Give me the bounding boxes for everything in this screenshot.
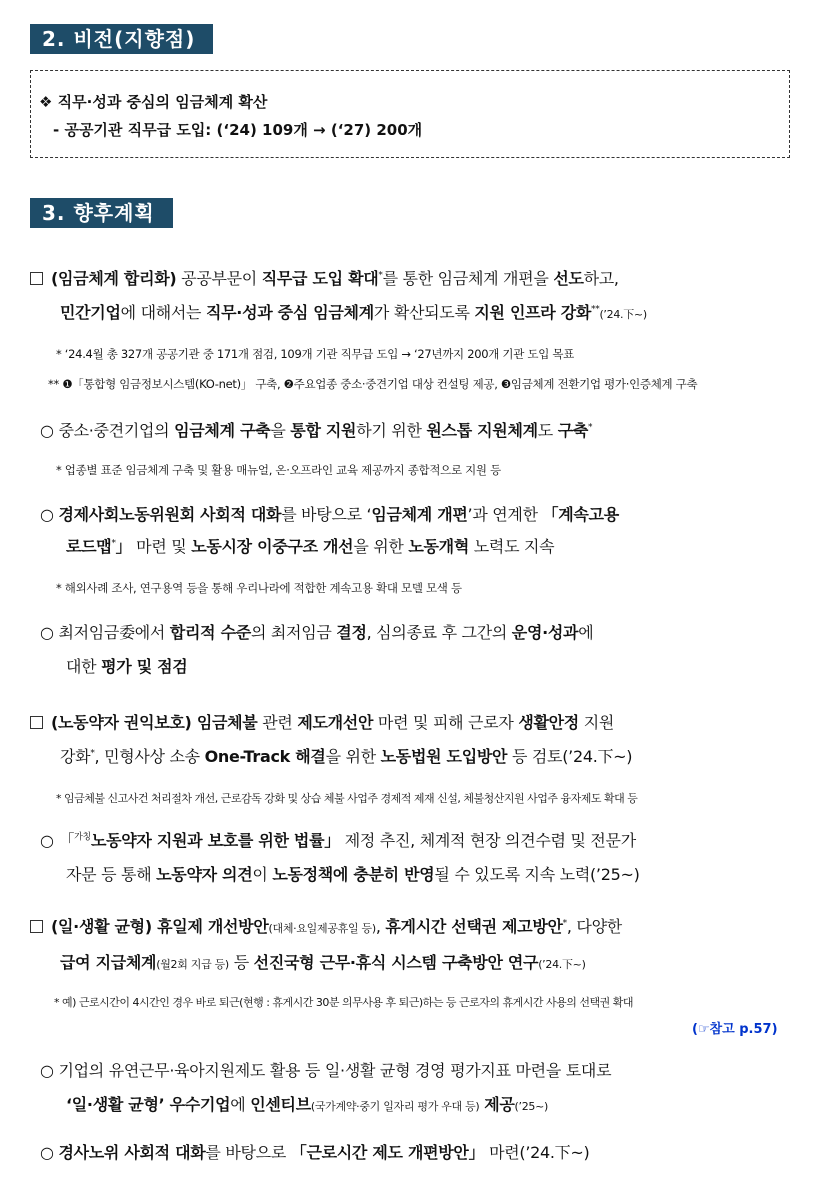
text-bold: 급여 지급체계 [60, 953, 157, 972]
text: 의 최저임금 [250, 623, 337, 642]
block1-line2 [60, 300, 647, 323]
text: 에 [578, 623, 594, 642]
text: 를 통한 임금체계 개편을 [382, 269, 554, 288]
superscript-text: 가칭 [74, 832, 91, 843]
section-2-title: 2. 비전(지향점) [42, 27, 196, 51]
block2-note-1: * 임금체불 신고사건 처리절차 개선, 근로감독 강화 및 상습 체불 사업주 경제적 제재 신설, 체불청산지원 사업주 융자제도 확대 등 [56, 792, 638, 805]
text-small: (’24.下~) [538, 958, 586, 971]
text: 대한 [66, 657, 102, 676]
text: 하기 위한 [356, 421, 427, 440]
text-bold: 평가 및 점검 [101, 657, 188, 676]
text: ○ 「 [40, 831, 75, 850]
text-bold: 통합 지원 [290, 421, 357, 440]
text-small: (’25~) [514, 1100, 548, 1113]
block2-topic: (노동약자 권익보호) [51, 713, 192, 732]
reference-link-text[interactable]: (☞참고 p.57) [692, 1022, 778, 1037]
text: ’과 연계한 [467, 505, 543, 524]
text: 을 위한 [325, 747, 381, 766]
block3-sub-1-line2 [66, 1092, 548, 1115]
text-bold: 「계속고용 [542, 505, 619, 524]
footnote-mark: * [562, 918, 567, 929]
vision-box [30, 70, 790, 158]
block1-sub-2-line2 [66, 534, 554, 557]
text: 이 [252, 865, 273, 884]
vision-line-1: ❖ 직무·성과 중심의 임금체계 확산 [39, 93, 268, 111]
block3-sub-1-line1: ○ 기업의 유연근무·육아지원제도 활용 등 일·생활 균형 경영 평가지표 마련을 토대로 [40, 1061, 612, 1080]
text-small: (대체·요일제공휴일 등) [268, 922, 376, 935]
block1-line1 [30, 266, 619, 289]
block2-line1 [30, 710, 614, 733]
text: , 민형사상 소송 [94, 747, 205, 766]
checkbox-icon [30, 716, 43, 729]
text: 지원 [578, 713, 615, 732]
block2-sub-1-line1 [40, 828, 636, 851]
text-bold: 민간기업 [60, 303, 121, 322]
text: 에 [230, 1095, 251, 1114]
block1-sub-3-line2 [66, 654, 187, 677]
block1-sub-1 [40, 418, 592, 441]
text-bold: 합리적 수준 [169, 623, 251, 642]
text-bold: 제공 [484, 1095, 515, 1114]
text: , 다양한 [566, 917, 622, 936]
block1-sub-3-line1 [40, 620, 593, 643]
block3-line2 [60, 950, 586, 973]
text-bold: 노동약자 지원과 보호를 위한 법률」 [90, 831, 340, 850]
text-bold: 운영·성과 [511, 623, 579, 642]
text: ○ [40, 1143, 59, 1162]
text-bold: 제도개선안 [297, 713, 374, 732]
text: 을 위한 [353, 537, 409, 556]
text: 될 수 있도록 지속 노력(’25~) [434, 865, 640, 884]
section-3-title: 3. 향후계획 [42, 201, 155, 225]
text: 관련 [257, 713, 298, 732]
text: , [375, 917, 386, 936]
vision-line-2: - 공공기관 직무급 도입: (‘24) 109개 → (‘27) 200개 [53, 121, 423, 139]
text: 등 검토(’24.下~) [507, 747, 633, 766]
text: ○ 중소·중견기업의 [40, 421, 175, 440]
footnote-mark: ** [591, 304, 600, 315]
reference-link[interactable] [692, 1018, 778, 1037]
text: ○ 최저임금委에서 [40, 623, 170, 642]
text-bold: 」 [115, 537, 132, 556]
text: 마련(’24.下~) [484, 1143, 590, 1162]
text-bold: 경사노위 사회적 대화 [58, 1143, 206, 1162]
footnote-mark: * [111, 538, 116, 549]
section-2-header [30, 24, 213, 54]
block1-note-4: * 해외사례 조사, 연구용역 등을 통해 우리나라에 적합한 계속고용 확대 모델 모색 등 [56, 581, 462, 595]
text-bold: 결정 [336, 623, 367, 642]
text-bold: 노동시장 이중구조 개선 [191, 537, 354, 556]
text: 에 대해서는 [120, 303, 206, 322]
section-3-header [30, 198, 173, 228]
block3-note-1: * 예) 근로시간이 4시간인 경우 바로 퇴근(현행 : 휴게시간 30분 의무사용 후 퇴근)하는 등 근로자의 휴게시간 사용의 선택권 확대 [54, 996, 634, 1009]
text: 마련 및 [131, 537, 192, 556]
block1-topic: (임금체계 합리화) [51, 269, 177, 288]
block2-sub-1-line2 [66, 862, 640, 885]
block3-sub-2 [40, 1140, 589, 1163]
footnote-mark: * [588, 422, 593, 433]
text: 가 확산되도록 [373, 303, 475, 322]
text-bold: 경제사회노동위원회 사회적 대화 [58, 505, 282, 524]
text-bold: 임금체불 [191, 713, 258, 732]
text: 등 [228, 953, 254, 972]
text: 를 바탕으로 ‘ [281, 505, 372, 524]
block1-note-2: ** ❶「통합형 임금정보시스템(KO-net)」 구축, ❷주요업종 중소·중견기업 대상 컨설팅 제공, ❸임금체계 전환기업 평가·인증체계 구축 [48, 377, 698, 391]
text: 공공부문이 [176, 269, 262, 288]
text-bold: 직무·성과 중심 임금체계 [205, 303, 374, 322]
block3-topic: (일·생활 균형) [51, 917, 152, 936]
text-bold: 인센티브 [250, 1095, 311, 1114]
text-bold: 직무급 도입 확대 [261, 269, 379, 288]
text-date: (’24.下~) [599, 308, 647, 321]
text-bold: 구축 [557, 421, 589, 440]
text-small: (국가계약·중기 일자리 평가 우대 등) [310, 1100, 480, 1113]
text: , 심의종료 후 그간의 [366, 623, 512, 642]
text-bold: ‘일·생활 균형’ 우수기업 [66, 1095, 231, 1114]
text-bold: 생활안정 [518, 713, 579, 732]
text: 강화 [60, 747, 91, 766]
footnote-mark: * [378, 270, 383, 281]
block1-note-1: * ‘24.4월 총 327개 공공기관 중 171개 점검, 109개 기관 직무급 도입 → ‘27년까지 200개 기관 도입 목표 [56, 347, 574, 361]
text-bold: 노동법원 도입방안 [380, 747, 508, 766]
block3-line1 [30, 914, 622, 937]
text-bold: 노동정책에 충분히 반영 [272, 865, 435, 884]
text-bold: One-Track 해결 [204, 747, 326, 766]
text-bold: 임금체계 구축 [174, 421, 271, 440]
text-bold: 선진국형 근무·휴식 시스템 구축방안 연구 [253, 953, 539, 972]
block2-line2 [60, 744, 632, 767]
block1-note-3: * 업종별 표준 임금체계 구축 및 활용 매뉴얼, 온·오프라인 교육 제공까지 종합적으로 지원 등 [56, 463, 501, 477]
text: 하고, [583, 269, 619, 288]
text: 제정 추진, 체계적 현장 의견수렴 및 전문가 [339, 831, 636, 850]
text-bold: 지원 인프라 강화 [474, 303, 592, 322]
checkbox-icon [30, 920, 43, 933]
text-small: (월2회 지급 등) [156, 958, 229, 971]
text-bold: 노동약자 의견 [156, 865, 253, 884]
text: 자문 등 통해 [66, 865, 157, 884]
text-bold: 로드맵 [66, 537, 112, 556]
text-bold: 「근로시간 제도 개편방안」 [290, 1143, 485, 1162]
text: 를 바탕으로 [205, 1143, 291, 1162]
text-bold: 선도 [553, 269, 584, 288]
footnote-mark: * [90, 748, 95, 759]
text-bold: 임금체계 개편 [371, 505, 468, 524]
text-bold: 휴게시간 선택권 제고방안 [385, 917, 563, 936]
text: 을 [270, 421, 291, 440]
text-bold: 휴일제 개선방안 [151, 917, 269, 936]
text: 마련 및 피해 근로자 [373, 713, 519, 732]
text: 노력도 지속 [468, 537, 555, 556]
block1-sub-2-line1 [40, 502, 619, 525]
checkbox-icon [30, 272, 43, 285]
text-bold: 원스톱 지원체계 [426, 421, 538, 440]
text: ○ [40, 505, 59, 524]
text: 도 [537, 421, 558, 440]
text-bold: 노동개혁 [408, 537, 469, 556]
